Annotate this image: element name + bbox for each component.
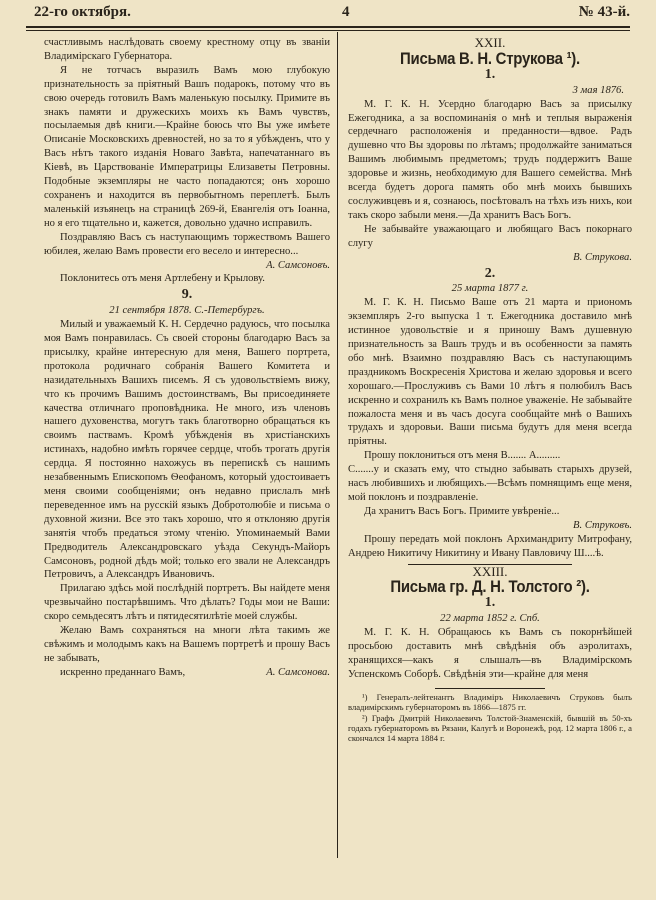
paragraph: Прошу передать мой поклонъ Архимандриту Митрофану, Андрею Никитичу Никитину и Ивану Павловичу Ш....ѣ. [348, 533, 632, 559]
paragraph: М. Г. К. Н. Обращаюсь къ Вамъ съ покорнѣйшей просьбою доставить мнѣ свѣдѣнія объ аэролитахъ, хранящихся—какъ я слышалъ—въ Владимірскомъ Успенскомъ Соборѣ. Свѣдѣнія эти—крайне для меня [348, 627, 632, 680]
paragraph: Прилагаю здѣсь мой послѣдній портретъ. Вы найдете меня чрезвычайно постарѣвшимъ. Что дѣлать? Годы мои не Ваши: скоро семьдесятъ лѣтъ и пятидесятилѣтіе моей службы. [44, 583, 330, 623]
footnote: ¹) Генералъ-лейтенантъ Владиміръ Николаевичъ Струковъ былъ владимірскимъ губернаторомъ въ 1866—1875 гг. [348, 691, 632, 713]
paragraph: С.......у и сказать ему, что стыдно забывать старыхъ друзей, насъ любившихъ и любящихъ.—Всѣмъ помнящимъ еще меня, мой поклонъ и поздравленіе. [348, 464, 632, 503]
header-rule-thin [26, 30, 630, 31]
paragraph: счастливымъ наслѣдовать своему крестному отцу въ званіи Владимірскаго Губернатора. [44, 37, 330, 62]
paragraph: Поклонитесь отъ меня Артлебену и Крылову. [60, 273, 265, 285]
letter-number: 9. [181, 287, 193, 303]
letter-number: 1. [484, 66, 496, 82]
header-date: 22-го октября. [34, 4, 131, 20]
letter-date: 21 сентября 1878. С.-Петербургъ. [109, 305, 265, 317]
footnote: ²) Графъ Дмитрій Николаевичъ Толстой-Знаменскій, бывшій въ 50-хъ годахъ губернаторомъ въ Рязани, Калугѣ и Воронежѣ, род. 12 марта 1806 г., а скончался 14 марта 1884 г. [348, 712, 632, 744]
section-title: Письма В. Н. Струкова ¹). [400, 48, 580, 68]
section-number: XXIII. [472, 563, 508, 579]
closing-text: искренно преданнаго Вамъ, [60, 666, 186, 678]
paragraph: Поздравляю Васъ съ наступающимъ торжествомъ Вашего юбилея, желаю Вамъ провести его весело и интересно... [44, 231, 330, 257]
page-header [22, 4, 634, 26]
closing-line [44, 666, 330, 680]
section-number: XXII. [474, 35, 506, 50]
paragraph: Да хранитъ Васъ Богъ. Примите увѣреніе... [364, 505, 560, 517]
page-number: 4 [342, 4, 350, 20]
issue-number: № 43-й. [578, 4, 630, 20]
section-title: Письма гр. Д. Н. Толстого ²). [390, 577, 590, 597]
paragraph: М. Г. К. Н. Усердно благодарю Васъ за присылку Ежегодника, а за воспоминанія о мнѣ и теплыя выраженія сердечнаго расположенія и преданности—вдвое. Радъ душевно что Вы здоровы по лѣтамъ; продолжайте заниматься Вашимъ любимымъ предметомъ; трудъ поддержитъ Ваше здоровье и жизнь, необходимую для Вашего семейства. Мнѣ всегда будетъ дорога память обо мнѣ моихъ бывшихъ сослуживцевъ и я, сознаюсь, посѣтовалъ на тѣхъ изъ нихъ, кои такъ скоро забыли меня.—Да хранитъ Васъ Богъ. [348, 98, 632, 221]
letter-number: 2. [484, 265, 496, 281]
right-column [348, 36, 632, 744]
letter-date: 25 марта 1877 г. [451, 283, 529, 295]
column-divider [337, 32, 338, 858]
paragraph: Желаю Вамъ сохраняться на многи лѣта такимъ же свѣжимъ и молодымъ какъ на Вашемъ портретѣ и прошу Васъ не забывать, [44, 625, 330, 664]
left-column [44, 36, 330, 680]
paragraph: Я не тотчасъ выразилъ Вамъ мою глубокую признательность за пріятный Вашъ подарокъ, потому что въ свою очередь готовилъ Вамъ маленькую посылку. Примите въ знакъ памяти и дружескихъ моихъ къ Вамъ чувствъ, посылаемыя двѣ книги.—Крайне боюсь что Вы уже имѣете Описаніе Московскихъ древностей, но за то я убѣжденъ, что у Васъ нѣтъ такого изданія Новаго Завѣта, напечатаннаго въ Кіевѣ, въ Царствованіе Императрицы Елизаветы Петровны. Подобные экземпляры не часто попадаются; онъ хорошо сохраненъ и находится въ первобытномъ переплетѣ. Былъ маленькій изъянецъ на страницѣ 269-й, Евангелія отъ Іоанна, но я его тщательно и, кажется, довольно удачно исправилъ. [44, 64, 330, 229]
paragraph: Милый и уважаемый К. Н. Сердечно радуюсь, что посылка моя Вамъ понравилась. Съ своей стороны благодарю Васъ за присылку, крайне интересную для меня, Вашего портрета, протокола родичнаго собранія Вашего Комитета и назидательныхъ Вашихъ писемъ. Я съ удовольствіемъ вижу, что къ прочимъ Вашимъ достоинствамъ, Вы присоединяете качества отличнаго проповѣдника. Не много, изъ членовъ нашего духовенства, могутъ такъ благотворно обращаться къ своимъ паствамъ. Кромѣ убѣжденія въ христіанскихъ истинахъ, надобно имѣть горячее сердце, чтобъ трогать другія сердца. Я постоянно нахожусь въ перепискѣ съ нашимъ незабвеннымъ Епископомъ Ѳеофаномъ, который удостоиваетъ меня своими сообщеніями; онъ недавно прислалъ мнѣ переведенное имъ на русскій языкъ Добротолюбіе и письма о духовной жизни. Все это такъ хорошо, что я отклоняю другія занятія чтобъ предаться этому чтенію. Упоминаемый Вами Предводитель Александровскаго уѣзда Секундъ-Майоръ Самсоновъ, родной дѣдъ мой; только его звали не Александръ Петровичъ, а Александръ Ивановичъ. [44, 319, 330, 581]
signature: В. Струковъ. [573, 519, 632, 531]
paragraph: М. Г. К. Н. Письмо Ваше отъ 21 марта и приономъ экземпляръ 2-го выпуска 1 т. Ежегодника доставило мнѣ истинное удовольствіе и я приношу Вамъ душевную признательность за Вашъ трудъ и въ особенности за память обо мнѣ. Взаимно поздравляю Васъ съ наступающимъ праздникомъ Воскресенія Христова и желаю здоровья и всего хорошаго.—Прослуживъ съ Вами 10 лѣтъ я полюбилъ Васъ искренно и сохранилъ къ Вамъ полное уваженіе. Не забывайте пожалоста меня и въ часъ досуга сообщайте мнѣ о Вашихъ трудахъ и здоровьи. Ваши письма будутъ для меня всегда пріятны. [348, 297, 632, 448]
header-rule [26, 26, 630, 28]
letter-date: 3 мая 1876. [572, 84, 624, 96]
letter-number: 1. [484, 595, 496, 611]
signature: А. Самсоновъ. [266, 259, 330, 271]
paragraph: Не забывайте уважающаго и любящаго Васъ покорнаго слугу [348, 223, 632, 249]
signature: А. Самсонова. [266, 666, 330, 678]
letter-date: 22 марта 1852 г. Спб. [440, 613, 540, 625]
paragraph: Прошу поклониться отъ меня В....... А......... [364, 450, 561, 462]
signature: В. Струкова. [573, 251, 632, 263]
footnote-rule [435, 688, 545, 689]
